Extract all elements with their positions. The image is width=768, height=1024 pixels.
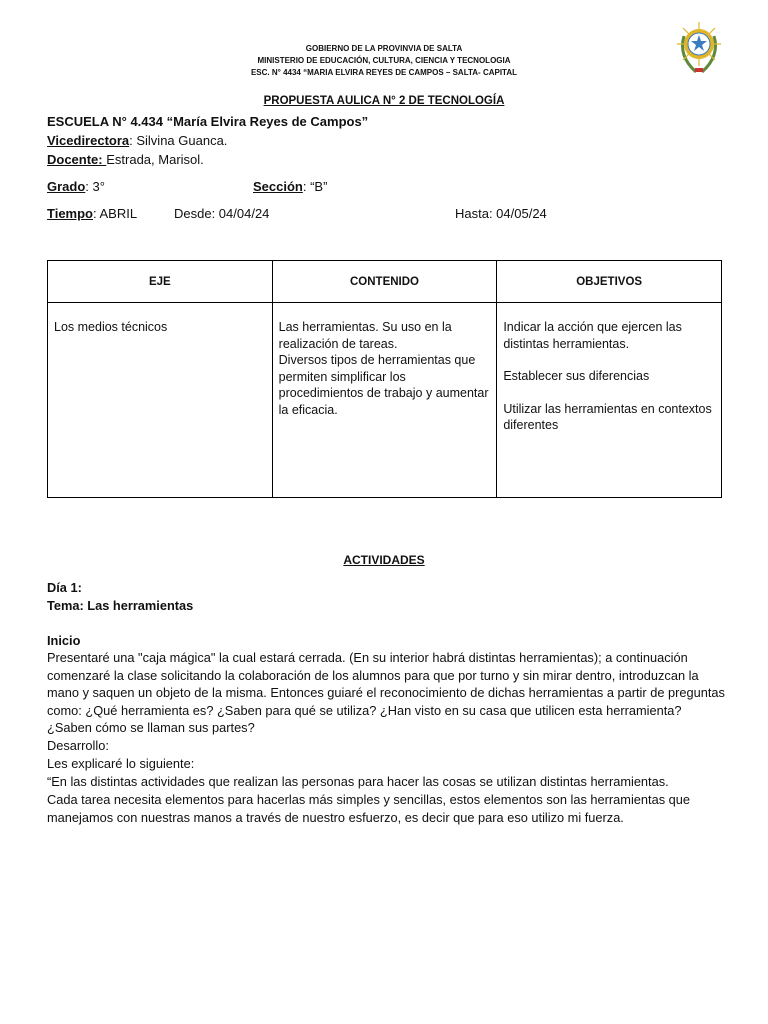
tiempo-desde: Desde: 04/04/24 (174, 206, 270, 221)
header-contenido: CONTENIDO (272, 261, 497, 303)
vicedirectora-value: : Silvina Guanca. (129, 133, 228, 148)
objetivo-1: Indicar la acción que ejercen las distintas herramientas. (503, 320, 682, 351)
dia-label: Día 1: (47, 580, 82, 595)
objetivo-2: Establecer sus diferencias (503, 369, 650, 383)
eje-text: Los medios técnicos (54, 320, 168, 334)
tiempo-label: Tiempo (47, 206, 93, 221)
contenido-text-2: Diversos tipos de herramientas que permiten simplificar los procedimientos de trabajo y aumentar la eficacia. (278, 353, 489, 417)
docente-value: Estrada, Marisol. (106, 152, 204, 167)
table-row (48, 303, 722, 498)
header-line-3: ESC. N° 4434 “MARIA ELVIRA REYES DE CAMPOS – SALTA- CAPITAL (250, 68, 518, 77)
header-objetivos: OBJETIVOS (497, 261, 722, 303)
desarrollo-label: Desarrollo: (47, 738, 109, 753)
inicio-label: Inicio (47, 633, 81, 648)
contenido-text-1: Las herramientas. Su uso en la realización de tareas. (278, 320, 452, 351)
seccion-value: : “B” (302, 179, 328, 194)
cell-eje (48, 303, 273, 498)
vicedirectora-label: Vicedirectora (47, 133, 130, 148)
actividades-title: ACTIVIDADES (343, 553, 425, 567)
vicedirectora-line (47, 133, 227, 148)
grado-label: Grado (47, 179, 86, 194)
tema-label: Tema: Las herramientas (47, 598, 194, 613)
province-seal-icon (676, 16, 722, 76)
grado-line (47, 179, 105, 194)
docente-label: Docente: (47, 152, 107, 167)
document-title: PROPUESTA AULICA N° 2 DE TECNOLOGÍA (263, 95, 505, 107)
seccion-line (253, 179, 327, 194)
cell-objetivos (497, 303, 722, 498)
header-line-2: MINISTERIO DE EDUCACIÓN, CULTURA, CIENCIA Y TECNOLOGIA (257, 56, 511, 65)
objetivo-3: Utilizar las herramientas en contextos diferentes (503, 401, 712, 432)
tiempo-hasta: Hasta: 04/05/24 (455, 206, 547, 221)
tiempo-value: : ABRIL (93, 206, 138, 221)
inicio-paragraph: Presentaré una "caja mágica" la cual estará cerrada. (En su interior habrá distintas herramientas); a continuación comenzaré la clase solicitando la colaboración de los alumnos para que por turno y sin mirar dentro, introduzcan la mano y saquen un objeto de la misma. Entonces guiaré el reconocimiento de dichas herramientas a partir de preguntas como: ¿Qué herramienta es? ¿Saben para qué se utiliza? ¿Han visto en su casa que utilicen esta herramienta? ¿Saben cómo se llaman sus partes? (47, 650, 725, 735)
header-eje: EJE (48, 261, 273, 303)
explanation-paragraph-2: Cada tarea necesita elementos para hacerlas más simples y sencillas, estos elementos son las herramientas que manejamos con nuestras manos a través de nuestro esfuerzo, es decir que para eso utilizo mi fuerza. (47, 792, 691, 825)
seccion-label: Sección (253, 179, 303, 194)
explanation-paragraph-1: “En las distintas actividades que realizan las personas para hacer las cosas se utilizan distintas herramientas. (47, 774, 669, 789)
grado-value: : 3° (85, 179, 105, 194)
plan-table (47, 260, 722, 498)
school-name: ESCUELA N° 4.434 “María Elvira Reyes de Campos” (47, 114, 369, 129)
docente-line (47, 152, 204, 167)
cell-contenido (272, 303, 497, 498)
explicare-line: Les explicaré lo siguiente: (47, 756, 195, 771)
header-line-1: GOBIERNO DE LA PROVINVIA DE SALTA (305, 44, 463, 53)
document-header (0, 43, 768, 79)
table-header-row (48, 261, 722, 303)
tiempo-line (47, 206, 137, 221)
